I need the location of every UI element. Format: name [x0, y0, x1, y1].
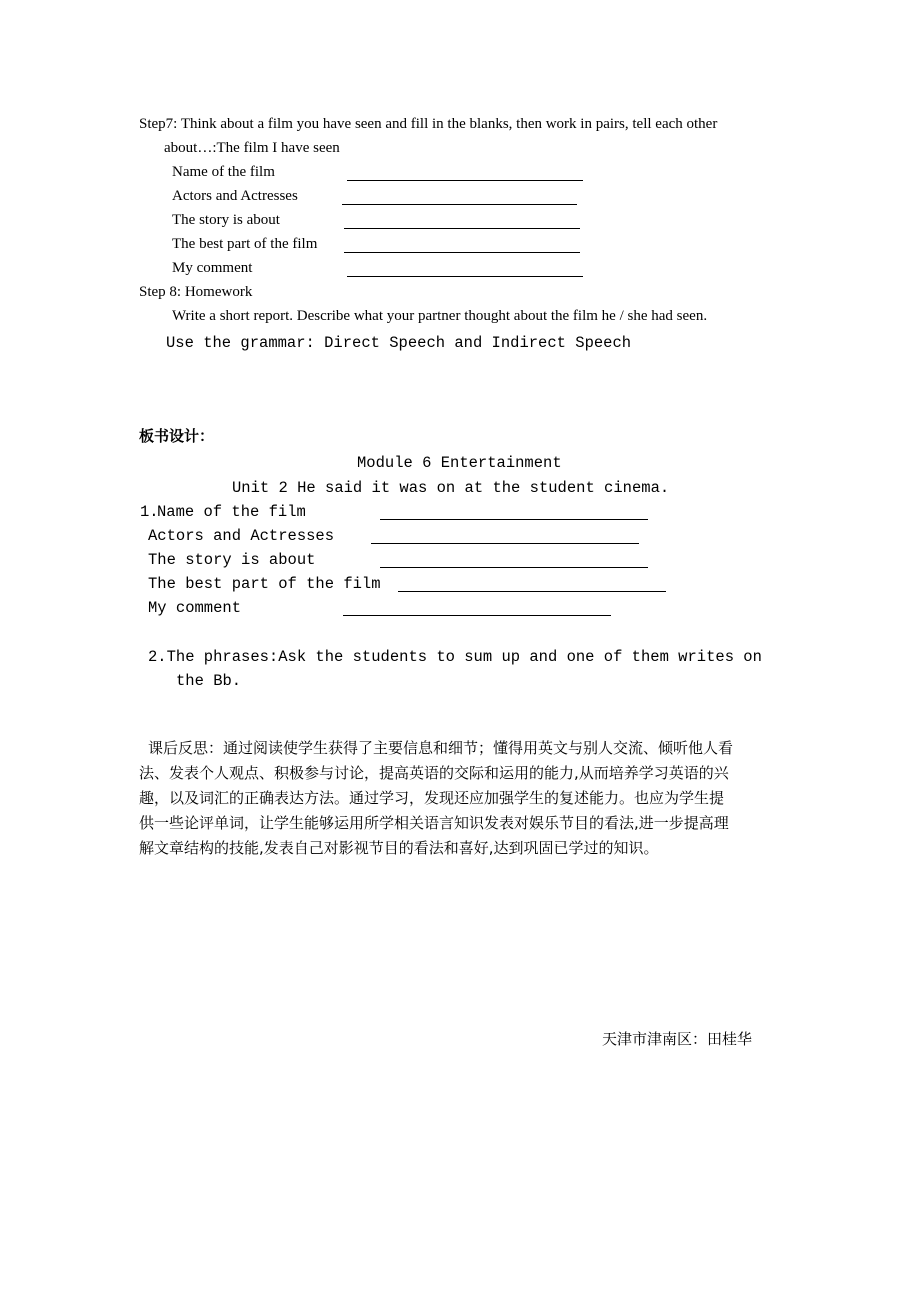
author-signature: 天津市津南区：田桂华: [602, 1030, 753, 1048]
step7-blank-name: [347, 180, 583, 181]
step7-field-label-comment: My comment: [172, 260, 253, 276]
reflection-line-4: 供一些论评单词，让学生能够运用所学相关语言知识发表对娱乐节目的看法,进一步提高理: [139, 814, 729, 832]
board-blank-best-part: [398, 591, 666, 592]
step7-blank-story: [344, 228, 580, 229]
step7-field-label-name: Name of the film: [172, 164, 275, 180]
step7-blank-comment: [347, 276, 583, 277]
board-item2-line2: the Bb.: [176, 672, 242, 690]
step7-field-label-story: The story is about: [172, 212, 280, 228]
board-blank-comment: [343, 615, 611, 616]
reflection-line-1: 课后反思：通过阅读使学生获得了主要信息和细节；懂得用英文与别人交流、倾听他人看: [148, 739, 734, 757]
board-item2-line1: 2.The phrases:Ask the students to sum up and one of them writes on: [148, 648, 762, 666]
step7-instruction-line2: about…:The film I have seen: [164, 140, 340, 156]
board-field-label-story: The story is about: [148, 551, 316, 569]
board-field-label-name: Name of the film: [157, 503, 306, 521]
board-blank-actors: [371, 543, 639, 544]
step7-field-label-actors: Actors and Actresses: [172, 188, 298, 204]
board-heading: 板书设计：: [139, 427, 215, 445]
board-blank-story: [380, 567, 648, 568]
step8-title: Step 8: Homework: [139, 284, 253, 300]
step7-field-label-best-part: The best part of the film: [172, 236, 318, 252]
reflection-line-3: 趣，以及词汇的正确表达方法。通过学习，发现还应加强学生的复述能力。也应为学生提: [139, 789, 725, 807]
reflection-line-2: 法、发表个人观点、积极参与讨论，提高英语的交际和运用的能力,从而培养学习英语的兴: [139, 764, 729, 782]
step7-instruction-line1: Step7: Think about a film you have seen and fill in the blanks, then work in pairs, tell each other: [139, 116, 718, 132]
board-blank-name: [380, 519, 648, 520]
step8-task: Write a short report. Describe what your partner thought about the film he / she had seen.: [172, 308, 708, 324]
board-field-label-actors: Actors and Actresses: [148, 527, 335, 545]
step7-blank-best-part: [344, 252, 580, 253]
board-module-title: Module 6 Entertainment: [357, 454, 562, 472]
board-field-label-best-part: The best part of the film: [148, 575, 381, 593]
board-unit-title: Unit 2 He said it was on at the student cinema.: [232, 479, 670, 497]
step8-grammar: Use the grammar: Direct Speech and Indirect Speech: [166, 334, 632, 352]
board-item1-number: 1.: [140, 503, 159, 521]
step7-blank-actors: [342, 204, 577, 205]
board-field-label-comment: My comment: [148, 599, 242, 617]
reflection-line-5: 解文章结构的技能,发表自己对影视节目的看法和喜好,达到巩固已学过的知识。: [139, 839, 659, 857]
